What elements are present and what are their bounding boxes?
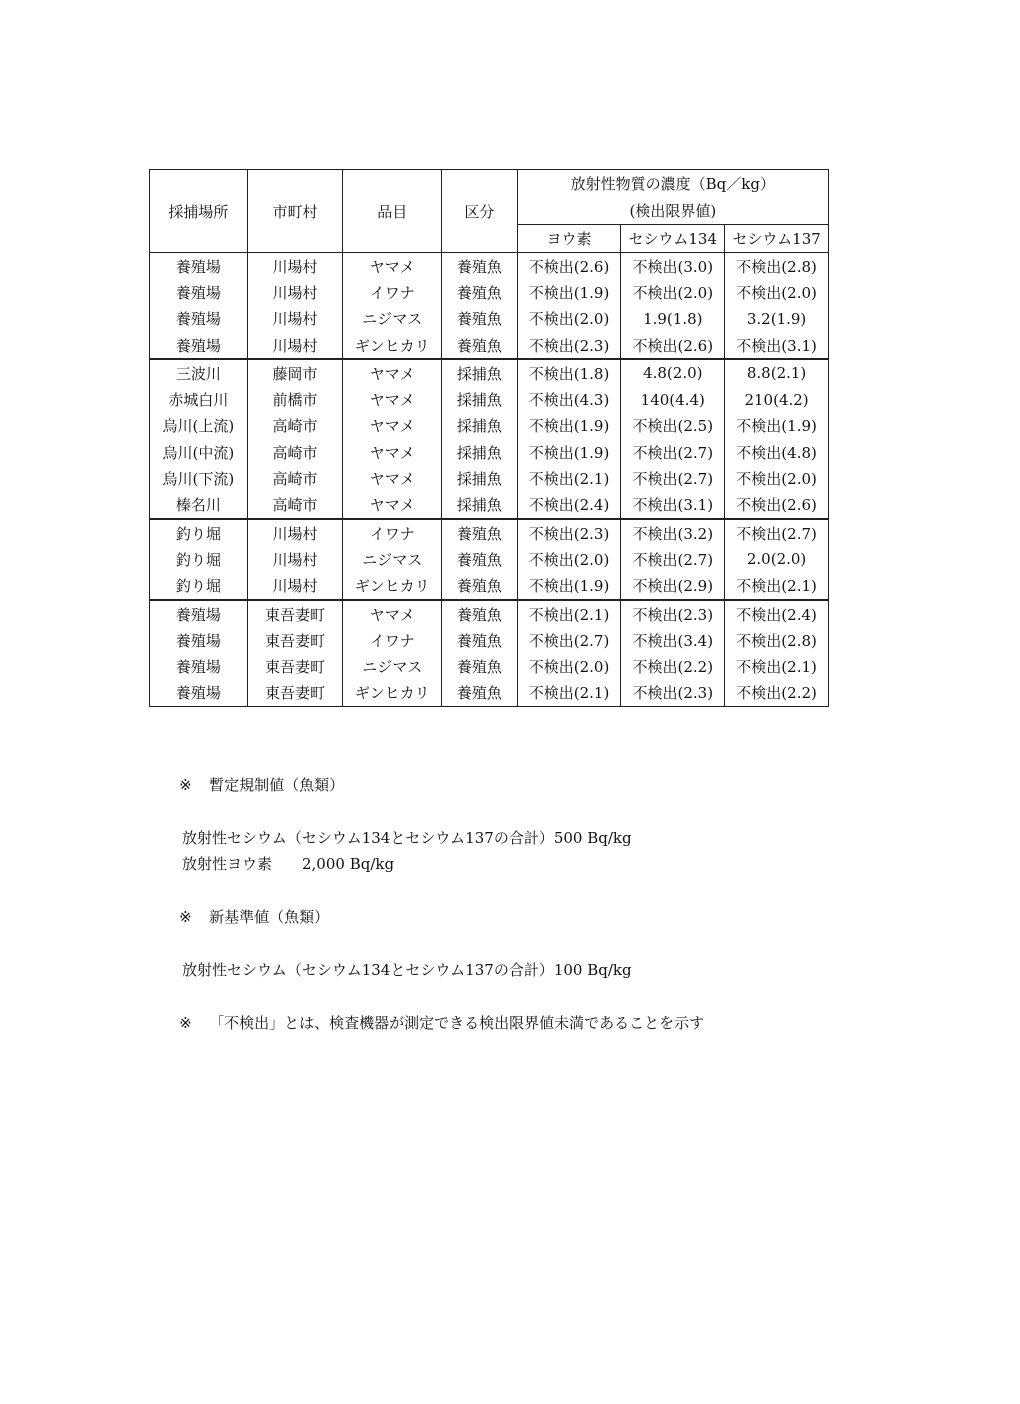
table-row <box>150 386 829 412</box>
cell-location: 三波川 <box>150 359 248 386</box>
cell-cs134: 4.8(2.0) <box>621 359 725 386</box>
table-row <box>150 306 829 332</box>
cell-municipality: 東吾妻町 <box>247 680 343 707</box>
cell-item: ニジマス <box>343 306 442 332</box>
cell-cs137: 不検出(2.7) <box>725 519 829 546</box>
cell-cs137: 不検出(2.8) <box>725 253 829 280</box>
cell-iodine: 不検出(2.0) <box>517 306 621 332</box>
cell-cs134: 不検出(2.3) <box>621 600 725 627</box>
cell-municipality: 藤岡市 <box>247 359 343 386</box>
table-row <box>150 653 829 679</box>
cell-cs137: 3.2(1.9) <box>725 306 829 332</box>
cell-iodine: 不検出(1.9) <box>517 279 621 305</box>
table-row <box>150 465 829 491</box>
cell-iodine: 不検出(1.8) <box>517 359 621 386</box>
radiation-results-table <box>149 169 829 707</box>
cell-location: 養殖場 <box>150 332 248 359</box>
note-not-detected <box>160 984 704 1064</box>
cell-location: 養殖場 <box>150 306 248 332</box>
cell-cs134: 不検出(3.2) <box>621 519 725 546</box>
cell-cs134: 不検出(2.7) <box>621 546 725 572</box>
cell-municipality: 川場村 <box>247 279 343 305</box>
note-provisional-title-text: 暫定規制値（魚類） <box>209 775 345 794</box>
note-provisional-cesium: 放射性セシウム（セシウム134とセシウム137の合計）500 Bq/kg <box>182 828 632 847</box>
cell-item: イワナ <box>343 519 442 546</box>
note-new-cesium: 放射性セシウム（セシウム134とセシウム137の合計）100 Bq/kg <box>182 961 632 979</box>
header-category: 区分 <box>442 170 518 253</box>
table-row <box>150 573 829 600</box>
table-row <box>150 439 829 465</box>
cell-cs137: 210(4.2) <box>725 386 829 412</box>
cell-category: 採捕魚 <box>442 465 518 491</box>
table-row <box>150 600 829 627</box>
cell-category: 養殖魚 <box>442 680 518 707</box>
cell-municipality: 高崎市 <box>247 492 343 519</box>
header-location: 採捕場所 <box>150 170 248 253</box>
cell-cs134: 不検出(2.9) <box>621 573 725 600</box>
cell-cs137: 不検出(3.1) <box>725 332 829 359</box>
cell-location: 烏川(中流) <box>150 439 248 465</box>
cell-item: ヤマメ <box>343 600 442 627</box>
table-row <box>150 413 829 439</box>
table-row <box>150 279 829 305</box>
cell-cs137: 2.0(2.0) <box>725 546 829 572</box>
cell-municipality: 東吾妻町 <box>247 600 343 627</box>
cell-item: ヤマメ <box>343 253 442 280</box>
cell-cs137: 不検出(2.1) <box>725 573 829 600</box>
header-municipality: 市町村 <box>247 170 343 253</box>
cell-item: ニジマス <box>343 546 442 572</box>
cell-category: 養殖魚 <box>442 573 518 600</box>
table-row <box>150 546 829 572</box>
cell-cs137: 不検出(4.8) <box>725 439 829 465</box>
cell-location: 烏川(上流) <box>150 413 248 439</box>
note-mark: ※ <box>179 908 192 926</box>
cell-item: ヤマメ <box>343 492 442 519</box>
cell-iodine: 不検出(2.0) <box>517 546 621 572</box>
cell-municipality: 川場村 <box>247 253 343 280</box>
table-header <box>150 170 829 253</box>
cell-category: 採捕魚 <box>442 492 518 519</box>
note-mark: ※ <box>179 775 192 794</box>
note-new-title-text: 新基準値（魚類） <box>209 908 330 926</box>
table-row <box>150 253 829 280</box>
cell-iodine: 不検出(2.6) <box>517 253 621 280</box>
cell-category: 養殖魚 <box>442 653 518 679</box>
cell-category: 養殖魚 <box>442 279 518 305</box>
cell-municipality: 前橋市 <box>247 386 343 412</box>
cell-category: 養殖魚 <box>442 600 518 627</box>
cell-location: 烏川(下流) <box>150 465 248 491</box>
cell-location: 養殖場 <box>150 680 248 707</box>
cell-iodine: 不検出(2.1) <box>517 600 621 627</box>
cell-iodine: 不検出(2.1) <box>517 465 621 491</box>
header-iodine: ヨウ素 <box>517 225 621 253</box>
cell-location: 釣り堀 <box>150 573 248 600</box>
cell-cs137: 不検出(2.2) <box>725 680 829 707</box>
cell-cs134: 不検出(2.7) <box>621 465 725 491</box>
cell-cs137: 不検出(2.0) <box>725 465 829 491</box>
cell-municipality: 東吾妻町 <box>247 653 343 679</box>
cell-category: 採捕魚 <box>442 439 518 465</box>
cell-cs137: 不検出(2.4) <box>725 600 829 627</box>
cell-cs137: 不検出(2.1) <box>725 653 829 679</box>
cell-cs134: 不検出(2.2) <box>621 653 725 679</box>
cell-location: 釣り堀 <box>150 546 248 572</box>
cell-cs134: 不検出(2.3) <box>621 680 725 707</box>
cell-cs137: 不検出(2.8) <box>725 627 829 653</box>
table-body <box>150 253 829 707</box>
cell-location: 養殖場 <box>150 279 248 305</box>
cell-iodine: 不検出(2.0) <box>517 653 621 679</box>
cell-category: 採捕魚 <box>442 386 518 412</box>
cell-iodine: 不検出(2.4) <box>517 492 621 519</box>
cell-municipality: 高崎市 <box>247 439 343 465</box>
cell-municipality: 高崎市 <box>247 465 343 491</box>
note-provisional-iodine: 放射性ヨウ素 2,000 Bq/kg <box>182 855 395 873</box>
cell-category: 採捕魚 <box>442 413 518 439</box>
cell-location: 養殖場 <box>150 253 248 280</box>
cell-iodine: 不検出(2.3) <box>517 332 621 359</box>
table-row <box>150 627 829 653</box>
cell-item: イワナ <box>343 279 442 305</box>
cell-cs134: 不検出(2.6) <box>621 332 725 359</box>
cell-iodine: 不検出(1.9) <box>517 413 621 439</box>
header-cs134: セシウム134 <box>621 225 725 253</box>
cell-cs137: 不検出(2.6) <box>725 492 829 519</box>
cell-location: 赤城白川 <box>150 386 248 412</box>
cell-location: 養殖場 <box>150 653 248 679</box>
note-mark: ※ <box>179 1014 192 1032</box>
cell-item: ギンヒカリ <box>343 573 442 600</box>
cell-location: 養殖場 <box>150 600 248 627</box>
header-concentration-title: 放射性物質の濃度（Bq／kg） <box>517 170 828 198</box>
cell-category: 養殖魚 <box>442 546 518 572</box>
cell-municipality: 高崎市 <box>247 413 343 439</box>
cell-iodine: 不検出(2.1) <box>517 680 621 707</box>
cell-municipality: 川場村 <box>247 573 343 600</box>
cell-category: 養殖魚 <box>442 519 518 546</box>
table-row <box>150 332 829 359</box>
note-provisional-title <box>160 745 704 825</box>
cell-category: 養殖魚 <box>442 253 518 280</box>
table-row <box>150 359 829 386</box>
note-not-detected-text: 「不検出」とは、検査機器が測定できる検出限界値未満であることを示す <box>209 1014 705 1032</box>
cell-iodine: 不検出(1.9) <box>517 439 621 465</box>
cell-cs137: 不検出(2.0) <box>725 279 829 305</box>
cell-iodine: 不検出(2.7) <box>517 627 621 653</box>
cell-cs134: 不検出(2.0) <box>621 279 725 305</box>
cell-category: 養殖魚 <box>442 627 518 653</box>
cell-location: 養殖場 <box>150 627 248 653</box>
cell-item: ヤマメ <box>343 359 442 386</box>
cell-location: 榛名川 <box>150 492 248 519</box>
cell-cs137: 不検出(1.9) <box>725 413 829 439</box>
cell-municipality: 川場村 <box>247 332 343 359</box>
cell-municipality: 川場村 <box>247 546 343 572</box>
cell-iodine: 不検出(4.3) <box>517 386 621 412</box>
cell-iodine: 不検出(1.9) <box>517 573 621 600</box>
cell-item: ギンヒカリ <box>343 680 442 707</box>
header-detection-limit: (検出限界値) <box>517 197 828 225</box>
table-row <box>150 519 829 546</box>
cell-category: 養殖魚 <box>442 332 518 359</box>
table-row <box>150 680 829 707</box>
cell-item: ギンヒカリ <box>343 332 442 359</box>
cell-cs134: 不検出(3.4) <box>621 627 725 653</box>
cell-category: 養殖魚 <box>442 306 518 332</box>
header-item: 品目 <box>343 170 442 253</box>
cell-municipality: 川場村 <box>247 306 343 332</box>
cell-item: ヤマメ <box>343 465 442 491</box>
cell-cs137: 8.8(2.1) <box>725 359 829 386</box>
cell-municipality: 東吾妻町 <box>247 627 343 653</box>
cell-cs134: 不検出(2.7) <box>621 439 725 465</box>
cell-item: ニジマス <box>343 653 442 679</box>
cell-municipality: 川場村 <box>247 519 343 546</box>
cell-location: 釣り堀 <box>150 519 248 546</box>
cell-cs134: 不検出(3.1) <box>621 492 725 519</box>
cell-category: 採捕魚 <box>442 359 518 386</box>
cell-cs134: 不検出(2.5) <box>621 413 725 439</box>
note-new-title <box>160 878 704 958</box>
cell-item: イワナ <box>343 627 442 653</box>
header-cs137: セシウム137 <box>725 225 829 253</box>
cell-cs134: 140(4.4) <box>621 386 725 412</box>
cell-iodine: 不検出(2.3) <box>517 519 621 546</box>
notes-section <box>160 745 704 1063</box>
cell-item: ヤマメ <box>343 413 442 439</box>
cell-cs134: 不検出(3.0) <box>621 253 725 280</box>
cell-item: ヤマメ <box>343 386 442 412</box>
cell-item: ヤマメ <box>343 439 442 465</box>
table-row <box>150 492 829 519</box>
cell-cs134: 1.9(1.8) <box>621 306 725 332</box>
